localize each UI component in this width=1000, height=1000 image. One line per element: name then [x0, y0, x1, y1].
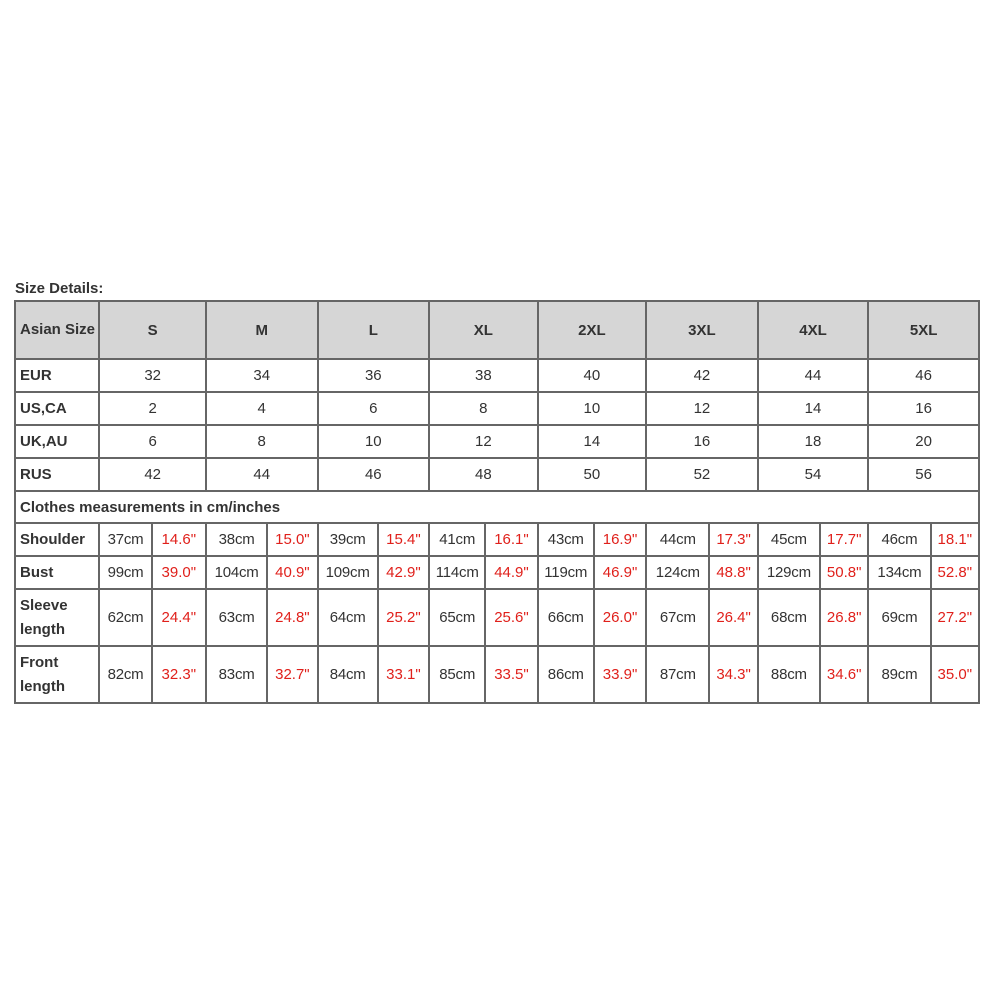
inch-value: 24.8"	[267, 589, 317, 646]
cm-value: 41cm	[429, 523, 485, 556]
inch-value: 34.6"	[820, 646, 868, 703]
row-label: Bust	[15, 556, 99, 589]
size-header-cell: 3XL	[646, 301, 758, 359]
inch-value: 32.3"	[152, 646, 206, 703]
conversion-value: 16	[868, 392, 979, 425]
size-header-cell: L	[318, 301, 430, 359]
conversion-value: 52	[646, 458, 758, 491]
conversion-row	[15, 359, 979, 392]
conversion-value: 50	[538, 458, 647, 491]
inch-value: 18.1"	[931, 523, 979, 556]
cm-value: 83cm	[206, 646, 267, 703]
cm-value: 38cm	[206, 523, 267, 556]
row-label: Sleeve length	[15, 589, 99, 646]
conversion-value: 40	[538, 359, 647, 392]
inch-value: 26.8"	[820, 589, 868, 646]
inch-value: 52.8"	[931, 556, 979, 589]
conversion-value: 10	[318, 425, 430, 458]
conversion-value: 46	[318, 458, 430, 491]
inch-value: 26.4"	[709, 589, 757, 646]
measurement-row	[15, 556, 979, 589]
cm-value: 114cm	[429, 556, 485, 589]
section-title: Clothes measurements in cm/inches	[15, 491, 979, 523]
cm-value: 99cm	[99, 556, 151, 589]
inch-value: 17.7"	[820, 523, 868, 556]
size-header-cell: XL	[429, 301, 538, 359]
cm-value: 85cm	[429, 646, 485, 703]
conversion-value: 38	[429, 359, 538, 392]
conversion-value: 44	[758, 359, 869, 392]
row-label: Front length	[15, 646, 99, 703]
inch-value: 32.7"	[267, 646, 317, 703]
measurement-row	[15, 523, 979, 556]
conversion-value: 16	[646, 425, 758, 458]
size-header-cell: S	[99, 301, 206, 359]
inch-value: 44.9"	[485, 556, 537, 589]
conversion-value: 12	[429, 425, 538, 458]
conversion-value: 4	[206, 392, 318, 425]
conversion-value: 54	[758, 458, 869, 491]
inch-value: 15.4"	[378, 523, 429, 556]
cm-value: 89cm	[868, 646, 930, 703]
conversion-value: 48	[429, 458, 538, 491]
row-label: RUS	[15, 458, 99, 491]
cm-value: 87cm	[646, 646, 709, 703]
inch-value: 15.0"	[267, 523, 317, 556]
inch-value: 16.9"	[594, 523, 646, 556]
cm-value: 43cm	[538, 523, 594, 556]
cm-value: 44cm	[646, 523, 709, 556]
conversion-value: 14	[758, 392, 869, 425]
inch-value: 25.2"	[378, 589, 429, 646]
measurements-section-row	[15, 491, 979, 523]
size-header-row	[15, 301, 979, 359]
cm-value: 124cm	[646, 556, 709, 589]
inch-value: 16.1"	[485, 523, 537, 556]
inch-value: 24.4"	[152, 589, 206, 646]
cm-value: 39cm	[318, 523, 378, 556]
cm-value: 45cm	[758, 523, 820, 556]
row-label: US,CA	[15, 392, 99, 425]
conversion-value: 34	[206, 359, 318, 392]
cm-value: 64cm	[318, 589, 378, 646]
conversion-value: 56	[868, 458, 979, 491]
inch-value: 33.1"	[378, 646, 429, 703]
cm-value: 66cm	[538, 589, 594, 646]
page-title: Size Details:	[15, 280, 104, 297]
inch-value: 35.0"	[931, 646, 979, 703]
inch-value: 17.3"	[709, 523, 757, 556]
conversion-value: 36	[318, 359, 430, 392]
conversion-value: 20	[868, 425, 979, 458]
conversion-value: 44	[206, 458, 318, 491]
cm-value: 68cm	[758, 589, 820, 646]
inch-value: 33.5"	[485, 646, 537, 703]
conversion-value: 10	[538, 392, 647, 425]
inch-value: 40.9"	[267, 556, 317, 589]
cm-value: 62cm	[99, 589, 151, 646]
cm-value: 109cm	[318, 556, 378, 589]
cm-value: 69cm	[868, 589, 930, 646]
conversion-value: 6	[99, 425, 206, 458]
row-label: Shoulder	[15, 523, 99, 556]
measurement-row	[15, 589, 979, 646]
cm-value: 65cm	[429, 589, 485, 646]
cm-value: 134cm	[868, 556, 930, 589]
cm-value: 37cm	[99, 523, 151, 556]
inch-value: 14.6"	[152, 523, 206, 556]
cm-value: 46cm	[868, 523, 930, 556]
inch-value: 50.8"	[820, 556, 868, 589]
cm-value: 88cm	[758, 646, 820, 703]
conversion-value: 6	[318, 392, 430, 425]
inch-value: 42.9"	[378, 556, 429, 589]
conversion-row	[15, 392, 979, 425]
conversion-value: 18	[758, 425, 869, 458]
size-header-cell: 5XL	[868, 301, 979, 359]
size-chart-table	[14, 300, 980, 704]
conversion-value: 14	[538, 425, 647, 458]
conversion-value: 32	[99, 359, 206, 392]
cm-value: 63cm	[206, 589, 267, 646]
cm-value: 67cm	[646, 589, 709, 646]
cm-value: 82cm	[99, 646, 151, 703]
inch-value: 25.6"	[485, 589, 537, 646]
size-chart-body	[15, 301, 979, 703]
inch-value: 39.0"	[152, 556, 206, 589]
conversion-value: 42	[646, 359, 758, 392]
size-header-cell: 4XL	[758, 301, 869, 359]
row-label: Asian Size	[15, 301, 99, 359]
conversion-row	[15, 458, 979, 491]
conversion-row	[15, 425, 979, 458]
measurement-row	[15, 646, 979, 703]
inch-value: 46.9"	[594, 556, 646, 589]
cm-value: 84cm	[318, 646, 378, 703]
inch-value: 34.3"	[709, 646, 757, 703]
cm-value: 129cm	[758, 556, 820, 589]
cm-value: 86cm	[538, 646, 594, 703]
inch-value: 27.2"	[931, 589, 979, 646]
conversion-value: 12	[646, 392, 758, 425]
conversion-value: 42	[99, 458, 206, 491]
size-header-cell: 2XL	[538, 301, 647, 359]
inch-value: 33.9"	[594, 646, 646, 703]
cm-value: 104cm	[206, 556, 267, 589]
row-label: EUR	[15, 359, 99, 392]
size-header-cell: M	[206, 301, 318, 359]
cm-value: 119cm	[538, 556, 594, 589]
conversion-value: 46	[868, 359, 979, 392]
conversion-value: 8	[429, 392, 538, 425]
row-label: UK,AU	[15, 425, 99, 458]
inch-value: 48.8"	[709, 556, 757, 589]
conversion-value: 2	[99, 392, 206, 425]
conversion-value: 8	[206, 425, 318, 458]
inch-value: 26.0"	[594, 589, 646, 646]
